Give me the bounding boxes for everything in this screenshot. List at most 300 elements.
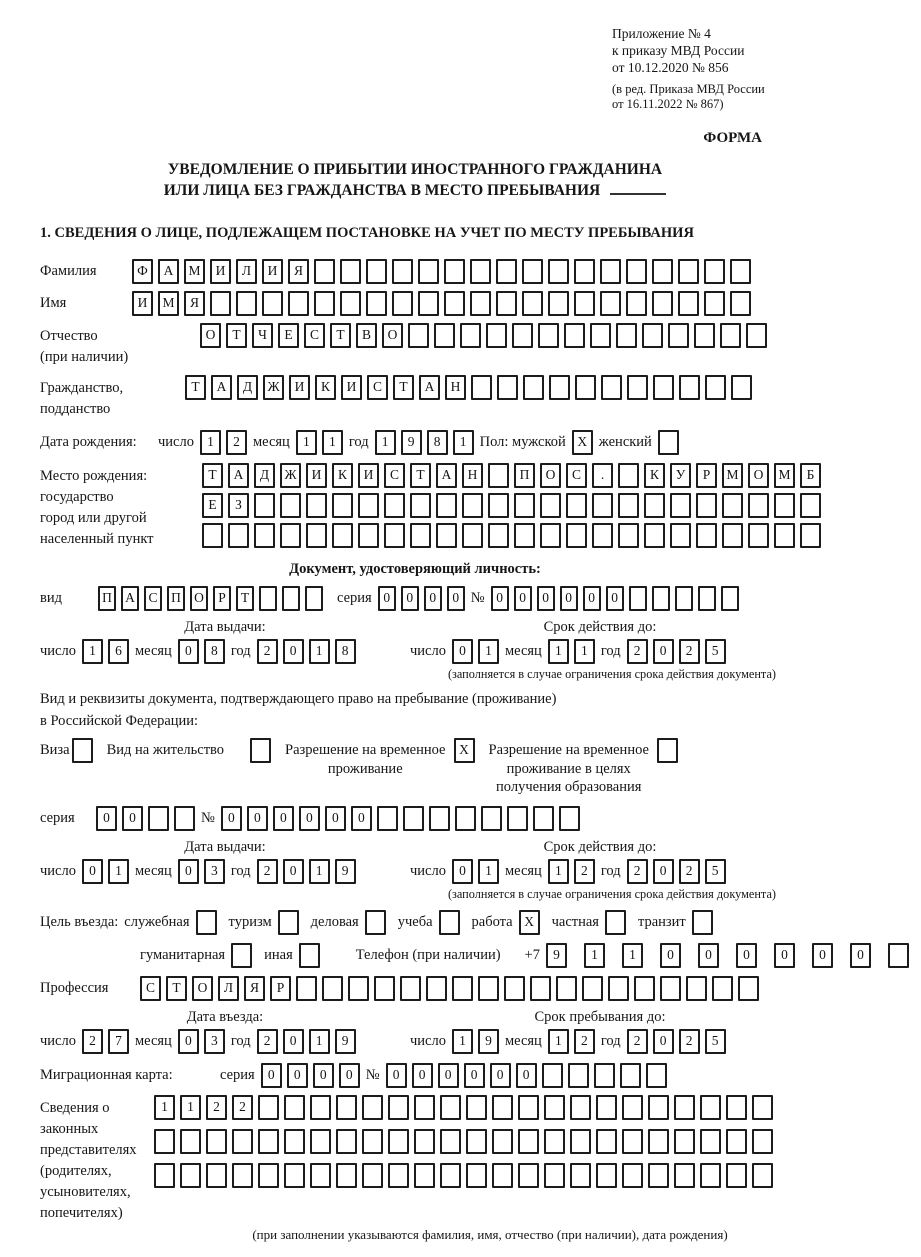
char-cell[interactable] [488,523,509,548]
char-cell[interactable] [774,523,795,548]
char-cell[interactable] [731,375,752,400]
firstname-cells[interactable] [132,291,751,316]
char-cell[interactable] [202,523,223,548]
char-cell[interactable] [722,493,743,518]
char-cell[interactable] [236,291,257,316]
char-cell[interactable]: З [228,493,249,518]
char-cell[interactable] [496,259,517,284]
entry-month-cells[interactable] [178,1029,225,1054]
char-cell[interactable]: 0 [560,586,578,611]
char-cell[interactable] [629,586,647,611]
char-cell[interactable] [340,259,361,284]
purpose-tourism-checkbox[interactable] [278,910,299,935]
char-cell[interactable]: 1 [478,639,499,664]
char-cell[interactable]: Т [393,375,414,400]
char-cell[interactable] [336,1129,357,1154]
char-cell[interactable] [518,1163,539,1188]
char-cell[interactable]: 2 [679,859,700,884]
char-cell[interactable] [358,493,379,518]
char-cell[interactable] [232,1129,253,1154]
char-cell[interactable] [486,323,507,348]
char-cell[interactable]: 0 [122,806,143,831]
char-cell[interactable]: 0 [452,859,473,884]
char-cell[interactable]: 1 [322,430,343,455]
char-cell[interactable] [332,493,353,518]
char-cell[interactable] [280,523,301,548]
char-cell[interactable] [254,523,275,548]
purpose-study-checkbox[interactable] [439,910,460,935]
char-cell[interactable] [440,1163,461,1188]
char-cell[interactable] [644,493,665,518]
char-cell[interactable]: О [190,586,208,611]
stay-month-cells[interactable] [548,1029,595,1054]
char-cell[interactable]: И [341,375,362,400]
migration-number-cells[interactable] [386,1063,667,1088]
birth-month-cells[interactable] [296,430,343,455]
char-cell[interactable] [704,259,725,284]
char-cell[interactable] [622,1095,643,1120]
citizenship-cells[interactable] [185,375,752,400]
char-cell[interactable]: 1 [548,859,569,884]
char-cell[interactable] [488,493,509,518]
char-cell[interactable] [618,493,639,518]
char-cell[interactable]: С [566,463,587,488]
char-cell[interactable] [648,1163,669,1188]
char-cell[interactable]: 0 [736,943,757,968]
char-cell[interactable]: 0 [178,859,199,884]
char-cell[interactable] [388,1095,409,1120]
char-cell[interactable] [608,976,629,1001]
char-cell[interactable]: 5 [705,639,726,664]
char-cell[interactable] [622,1163,643,1188]
char-cell[interactable] [566,523,587,548]
char-cell[interactable] [726,1095,747,1120]
char-cell[interactable] [712,976,733,1001]
char-cell[interactable] [627,375,648,400]
char-cell[interactable] [452,976,473,1001]
char-cell[interactable] [258,1095,279,1120]
char-cell[interactable] [471,375,492,400]
char-cell[interactable]: П [514,463,535,488]
char-cell[interactable]: Л [236,259,257,284]
char-cell[interactable] [154,1163,175,1188]
char-cell[interactable] [310,1129,331,1154]
char-cell[interactable]: И [262,259,283,284]
char-cell[interactable]: 9 [546,943,567,968]
char-cell[interactable]: 0 [313,1063,334,1088]
char-cell[interactable]: А [228,463,249,488]
char-cell[interactable]: Ж [280,463,301,488]
char-cell[interactable] [403,806,424,831]
char-cell[interactable] [414,1163,435,1188]
char-cell[interactable] [726,1163,747,1188]
char-cell[interactable]: 0 [299,806,320,831]
char-cell[interactable]: 2 [627,639,648,664]
char-cell[interactable] [410,523,431,548]
char-cell[interactable] [296,976,317,1001]
char-cell[interactable]: Т [202,463,223,488]
char-cell[interactable]: 0 [447,586,465,611]
char-cell[interactable]: 0 [698,943,719,968]
residence-valid-month-cells[interactable] [548,859,595,884]
char-cell[interactable] [414,1095,435,1120]
patronymic-cells[interactable] [200,323,767,348]
char-cell[interactable]: 2 [257,859,278,884]
char-cell[interactable] [600,259,621,284]
char-cell[interactable] [462,493,483,518]
char-cell[interactable] [678,291,699,316]
char-cell[interactable] [514,493,535,518]
char-cell[interactable]: 1 [574,639,595,664]
char-cell[interactable] [384,523,405,548]
char-cell[interactable] [694,323,715,348]
char-cell[interactable]: 1 [82,639,103,664]
char-cell[interactable]: 2 [206,1095,227,1120]
edu-residence-checkbox[interactable] [657,738,678,763]
char-cell[interactable] [600,291,621,316]
char-cell[interactable]: С [384,463,405,488]
char-cell[interactable]: 0 [490,1063,511,1088]
char-cell[interactable]: П [167,586,185,611]
char-cell[interactable]: 1 [309,1029,330,1054]
char-cell[interactable] [174,806,195,831]
char-cell[interactable] [533,806,554,831]
sex-male-checkbox[interactable]: X [572,430,593,455]
doc-issue-month-cells[interactable] [178,639,225,664]
char-cell[interactable]: С [304,323,325,348]
char-cell[interactable] [601,375,622,400]
char-cell[interactable] [492,1129,513,1154]
char-cell[interactable] [674,1129,695,1154]
birth-place-row1[interactable] [202,463,821,488]
char-cell[interactable]: 3 [204,859,225,884]
char-cell[interactable]: 1 [309,639,330,664]
char-cell[interactable] [455,806,476,831]
char-cell[interactable] [592,493,613,518]
char-cell[interactable] [686,976,707,1001]
phone-cells[interactable] [546,943,921,968]
residence-valid-day-cells[interactable] [452,859,499,884]
char-cell[interactable]: В [356,323,377,348]
char-cell[interactable]: 2 [257,639,278,664]
char-cell[interactable] [322,976,343,1001]
char-cell[interactable] [646,1063,667,1088]
char-cell[interactable] [594,1063,615,1088]
char-cell[interactable] [180,1163,201,1188]
char-cell[interactable] [206,1129,227,1154]
char-cell[interactable]: 0 [774,943,795,968]
char-cell[interactable] [400,976,421,1001]
char-cell[interactable]: 0 [283,1029,304,1054]
char-cell[interactable]: 2 [226,430,247,455]
char-cell[interactable]: 0 [606,586,624,611]
char-cell[interactable] [674,1163,695,1188]
char-cell[interactable]: 0 [812,943,833,968]
char-cell[interactable] [228,523,249,548]
char-cell[interactable]: Р [213,586,231,611]
char-cell[interactable] [258,1129,279,1154]
char-cell[interactable]: О [200,323,221,348]
char-cell[interactable] [314,259,335,284]
char-cell[interactable] [288,291,309,316]
char-cell[interactable] [504,976,525,1001]
doc-number-cells[interactable] [491,586,739,611]
char-cell[interactable] [575,375,596,400]
char-cell[interactable] [538,323,559,348]
char-cell[interactable] [570,1163,591,1188]
birth-year-cells[interactable] [375,430,474,455]
char-cell[interactable]: 0 [378,586,396,611]
residence-issue-year-cells[interactable] [257,859,356,884]
char-cell[interactable]: 0 [339,1063,360,1088]
char-cell[interactable]: 0 [386,1063,407,1088]
char-cell[interactable] [574,259,595,284]
char-cell[interactable]: 0 [516,1063,537,1088]
char-cell[interactable] [568,1063,589,1088]
char-cell[interactable] [620,1063,641,1088]
char-cell[interactable] [544,1163,565,1188]
entry-year-cells[interactable] [257,1029,356,1054]
char-cell[interactable]: 0 [464,1063,485,1088]
char-cell[interactable] [530,976,551,1001]
char-cell[interactable] [679,375,700,400]
char-cell[interactable] [652,586,670,611]
char-cell[interactable]: Ф [132,259,153,284]
doc-valid-month-cells[interactable] [548,639,595,664]
char-cell[interactable] [668,323,689,348]
char-cell[interactable] [478,976,499,1001]
char-cell[interactable]: 0 [537,586,555,611]
char-cell[interactable]: Я [288,259,309,284]
char-cell[interactable]: И [289,375,310,400]
char-cell[interactable] [634,976,655,1001]
char-cell[interactable] [522,291,543,316]
char-cell[interactable] [582,976,603,1001]
char-cell[interactable] [388,1163,409,1188]
char-cell[interactable] [259,586,277,611]
birth-day-cells[interactable] [200,430,247,455]
char-cell[interactable] [752,1163,773,1188]
char-cell[interactable] [544,1095,565,1120]
char-cell[interactable] [700,1163,721,1188]
char-cell[interactable] [180,1129,201,1154]
char-cell[interactable]: Т [185,375,206,400]
char-cell[interactable] [542,1063,563,1088]
char-cell[interactable]: 0 [247,806,268,831]
residence-permit-checkbox[interactable] [250,738,271,763]
char-cell[interactable] [674,1095,695,1120]
char-cell[interactable] [332,523,353,548]
char-cell[interactable] [566,493,587,518]
char-cell[interactable] [374,976,395,1001]
char-cell[interactable] [800,523,821,548]
doc-issue-year-cells[interactable] [257,639,356,664]
char-cell[interactable] [660,976,681,1001]
char-cell[interactable] [418,259,439,284]
char-cell[interactable] [481,806,502,831]
char-cell[interactable]: 0 [325,806,346,831]
char-cell[interactable] [626,259,647,284]
char-cell[interactable]: 0 [283,859,304,884]
char-cell[interactable]: 1 [453,430,474,455]
purpose-transit-checkbox[interactable] [692,910,713,935]
char-cell[interactable] [305,586,323,611]
purpose-work-checkbox[interactable]: X [519,910,540,935]
char-cell[interactable]: 0 [850,943,871,968]
char-cell[interactable]: 0 [82,859,103,884]
char-cell[interactable]: С [144,586,162,611]
char-cell[interactable]: 8 [335,639,356,664]
char-cell[interactable] [362,1163,383,1188]
char-cell[interactable]: Б [800,463,821,488]
char-cell[interactable]: М [158,291,179,316]
char-cell[interactable]: 0 [438,1063,459,1088]
char-cell[interactable] [722,523,743,548]
char-cell[interactable]: 0 [452,639,473,664]
char-cell[interactable] [888,943,909,968]
char-cell[interactable]: 1 [548,639,569,664]
char-cell[interactable] [644,523,665,548]
char-cell[interactable] [556,976,577,1001]
doc-valid-day-cells[interactable] [452,639,499,664]
char-cell[interactable] [574,291,595,316]
char-cell[interactable] [340,291,361,316]
char-cell[interactable]: И [210,259,231,284]
char-cell[interactable] [518,1095,539,1120]
doc-series-cells[interactable] [378,586,465,611]
char-cell[interactable] [548,259,569,284]
char-cell[interactable] [436,523,457,548]
char-cell[interactable]: 1 [548,1029,569,1054]
char-cell[interactable] [284,1095,305,1120]
char-cell[interactable]: 3 [204,1029,225,1054]
char-cell[interactable]: Я [184,291,205,316]
char-cell[interactable] [440,1095,461,1120]
char-cell[interactable]: О [748,463,769,488]
char-cell[interactable]: П [98,586,116,611]
char-cell[interactable]: М [184,259,205,284]
char-cell[interactable] [752,1129,773,1154]
char-cell[interactable]: А [158,259,179,284]
char-cell[interactable] [730,259,751,284]
char-cell[interactable] [721,586,739,611]
char-cell[interactable]: А [211,375,232,400]
char-cell[interactable]: Т [236,586,254,611]
char-cell[interactable]: Д [237,375,258,400]
char-cell[interactable] [366,259,387,284]
purpose-official-checkbox[interactable] [196,910,217,935]
char-cell[interactable] [564,323,585,348]
char-cell[interactable] [738,976,759,1001]
char-cell[interactable] [392,291,413,316]
char-cell[interactable] [408,323,429,348]
char-cell[interactable]: Р [696,463,717,488]
char-cell[interactable] [262,291,283,316]
char-cell[interactable] [348,976,369,1001]
char-cell[interactable] [366,291,387,316]
purpose-other-checkbox[interactable] [299,943,320,968]
char-cell[interactable] [310,1095,331,1120]
char-cell[interactable]: Л [218,976,239,1001]
char-cell[interactable]: Е [202,493,223,518]
char-cell[interactable] [696,523,717,548]
stay-year-cells[interactable] [627,1029,726,1054]
char-cell[interactable] [507,806,528,831]
char-cell[interactable] [626,291,647,316]
char-cell[interactable]: 0 [660,943,681,968]
char-cell[interactable] [705,375,726,400]
char-cell[interactable]: Т [166,976,187,1001]
char-cell[interactable] [436,493,457,518]
char-cell[interactable]: 2 [679,1029,700,1054]
char-cell[interactable]: 9 [335,1029,356,1054]
char-cell[interactable]: С [140,976,161,1001]
char-cell[interactable]: 2 [574,1029,595,1054]
char-cell[interactable] [210,291,231,316]
char-cell[interactable]: А [436,463,457,488]
birth-place-row3[interactable] [202,523,821,548]
char-cell[interactable]: 5 [705,1029,726,1054]
char-cell[interactable]: И [306,463,327,488]
char-cell[interactable]: О [382,323,403,348]
char-cell[interactable]: 9 [478,1029,499,1054]
char-cell[interactable]: К [315,375,336,400]
char-cell[interactable] [800,493,821,518]
char-cell[interactable] [496,291,517,316]
char-cell[interactable]: К [332,463,353,488]
char-cell[interactable] [512,323,533,348]
char-cell[interactable] [362,1129,383,1154]
visa-checkbox[interactable] [72,738,93,763]
char-cell[interactable] [618,463,639,488]
char-cell[interactable]: У [670,463,691,488]
char-cell[interactable] [518,1129,539,1154]
char-cell[interactable] [314,291,335,316]
char-cell[interactable]: 0 [424,586,442,611]
char-cell[interactable] [696,493,717,518]
char-cell[interactable] [306,523,327,548]
char-cell[interactable] [466,1129,487,1154]
char-cell[interactable] [570,1129,591,1154]
char-cell[interactable] [429,806,450,831]
temp-residence-checkbox[interactable]: X [454,738,475,763]
purpose-business-checkbox[interactable] [365,910,386,935]
char-cell[interactable] [310,1163,331,1188]
representatives-row1[interactable] [154,1095,773,1120]
char-cell[interactable] [148,806,169,831]
char-cell[interactable]: 2 [679,639,700,664]
char-cell[interactable]: О [192,976,213,1001]
char-cell[interactable]: 2 [232,1095,253,1120]
char-cell[interactable] [592,523,613,548]
representatives-row3[interactable] [154,1163,773,1188]
char-cell[interactable] [730,291,751,316]
char-cell[interactable] [258,1163,279,1188]
char-cell[interactable] [206,1163,227,1188]
char-cell[interactable] [549,375,570,400]
representatives-row2[interactable] [154,1129,773,1154]
char-cell[interactable]: 6 [108,639,129,664]
char-cell[interactable] [336,1095,357,1120]
char-cell[interactable]: 0 [412,1063,433,1088]
char-cell[interactable] [652,259,673,284]
char-cell[interactable]: И [132,291,153,316]
char-cell[interactable] [284,1163,305,1188]
residence-valid-year-cells[interactable] [627,859,726,884]
char-cell[interactable] [488,463,509,488]
char-cell[interactable] [670,493,691,518]
char-cell[interactable] [675,586,693,611]
